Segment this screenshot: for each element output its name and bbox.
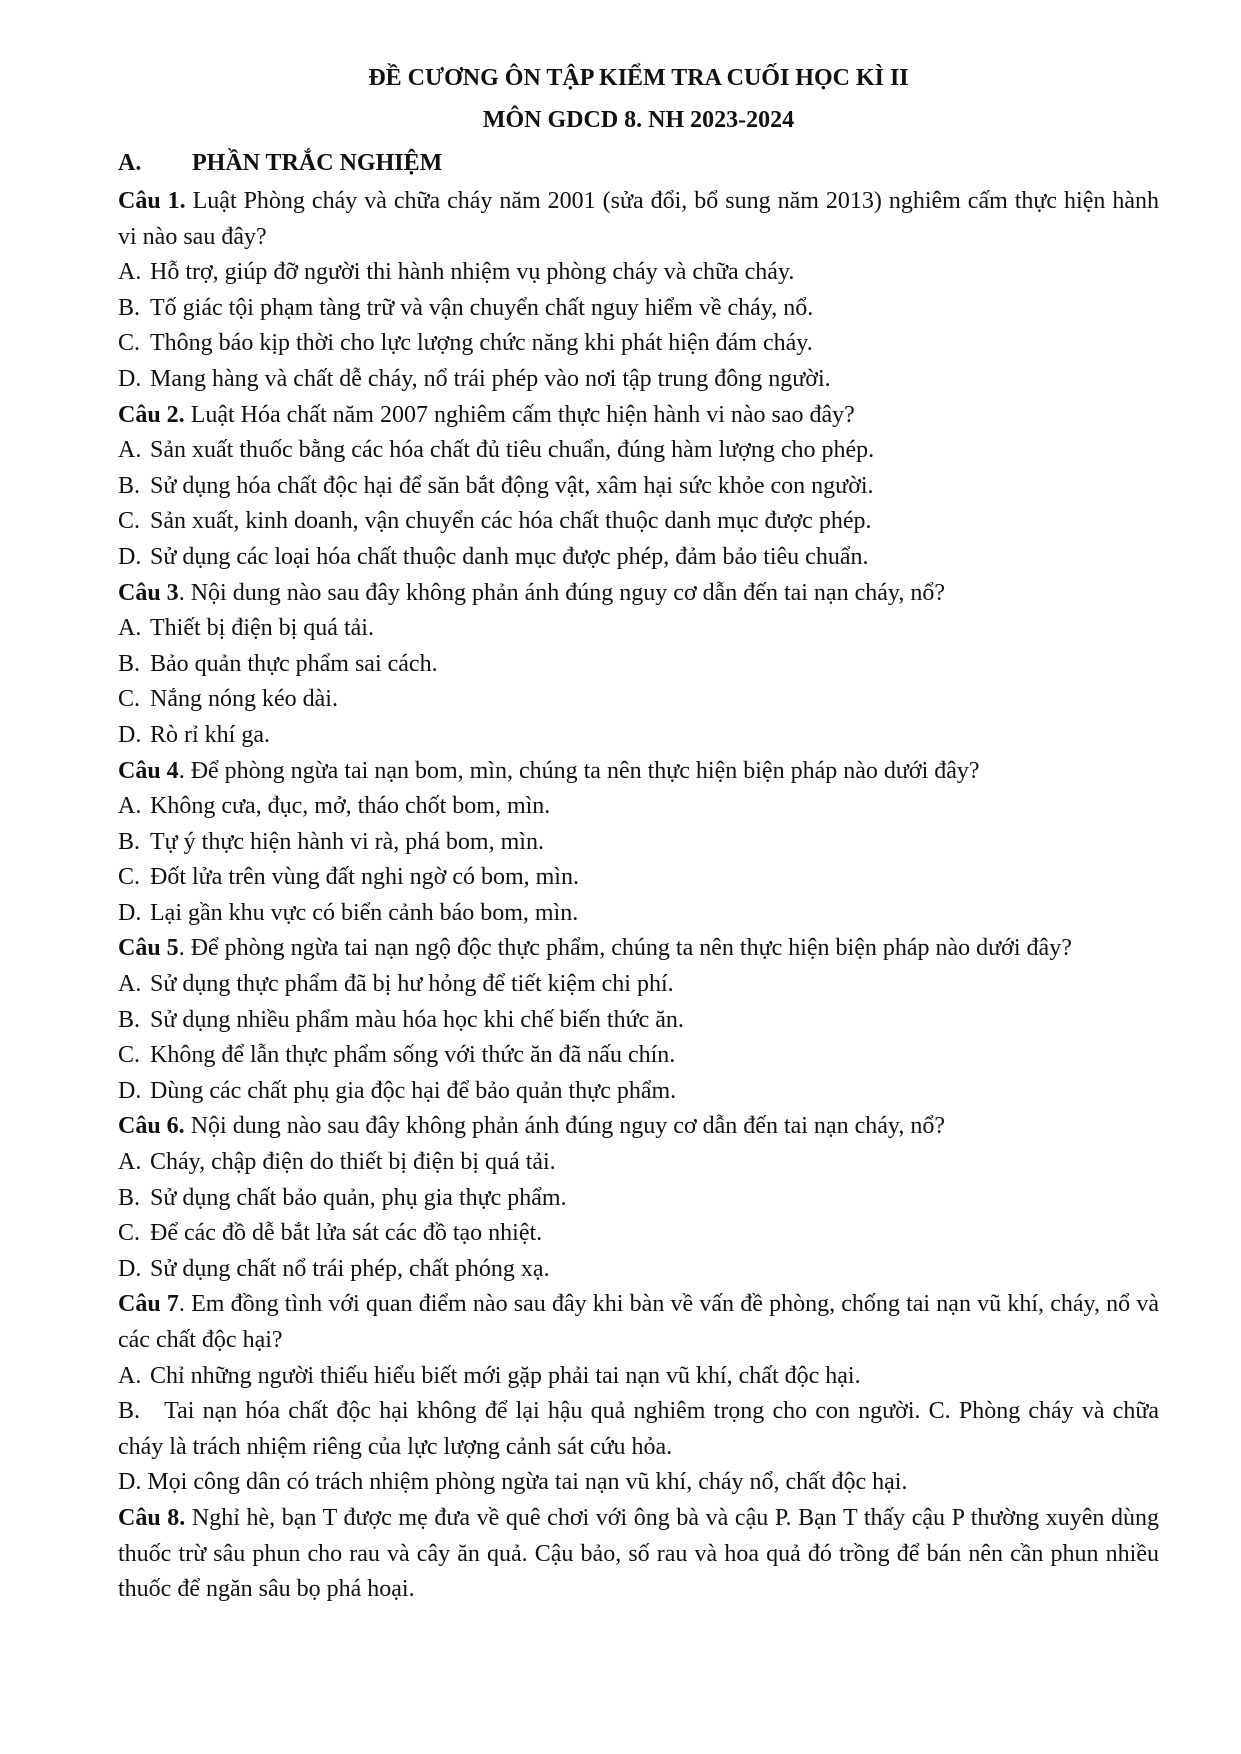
option-text: Sử dụng nhiều phẩm màu hóa học khi chế biến thức ăn. bbox=[150, 1006, 684, 1033]
option-text: Nắng nóng kéo dài. bbox=[150, 686, 338, 713]
answer-option-a bbox=[118, 1359, 1159, 1395]
option-text: Để các đồ dễ bắt lửa sát các đồ tạo nhiệt. bbox=[150, 1220, 543, 1247]
option-letter: D. bbox=[118, 721, 142, 748]
document-subtitle: MÔN GDCD 8. NH 2023-2024 bbox=[482, 107, 795, 133]
option-text: Sử dụng hóa chất độc hại để săn bắt động vật, xâm hại sức khỏe con người. bbox=[150, 472, 874, 499]
option-text: Bảo quản thực phẩm sai cách. bbox=[150, 650, 438, 677]
question-text: . Để phòng ngừa tai nạn ngộ độc thực phẩm, chúng ta nên thực hiện biện pháp nào dưới đây? bbox=[178, 935, 1072, 962]
answer-option-a bbox=[118, 1145, 1159, 1181]
option-letter: B. bbox=[118, 472, 141, 499]
answer-option-c bbox=[118, 860, 1159, 896]
question-text: . Để phòng ngừa tai nạn bom, mìn, chúng ta nên thực hiện biện pháp nào dưới đây? bbox=[178, 757, 980, 784]
answer-option-d bbox=[118, 1252, 1159, 1288]
question-label: Câu 5 bbox=[118, 935, 179, 962]
answer-option-b bbox=[118, 1181, 1159, 1217]
option-letter: A. bbox=[118, 437, 142, 464]
question-text: . Em đồng tình với quan điểm nào sau đây khi bàn về vấn đề phòng, chống tai nạn vũ khí, cháy, nổ và các chất độc hại? bbox=[118, 1291, 1159, 1353]
answer-option-b bbox=[118, 469, 1159, 505]
question-label: Câu 3 bbox=[118, 579, 179, 606]
question-2 bbox=[118, 398, 1159, 576]
option-text: Sản xuất thuốc bằng các hóa chất đủ tiêu chuẩn, đúng hàm lượng cho phép. bbox=[150, 437, 875, 464]
question-label: Câu 8. bbox=[118, 1504, 186, 1531]
question-stem bbox=[118, 754, 1159, 790]
question-8 bbox=[118, 1501, 1159, 1608]
answer-option-c bbox=[118, 326, 1159, 362]
question-stem bbox=[118, 576, 1159, 612]
question-text: . Nội dung nào sau đây không phản ánh đúng nguy cơ dẫn đến tai nạn cháy, nổ? bbox=[178, 579, 945, 606]
option-letter: B. bbox=[118, 650, 141, 677]
option-letter: D. bbox=[118, 899, 142, 926]
answer-option-d: D. Mọi công dân có trách nhiệm phòng ngừa tai nạn vũ khí, cháy nổ, chất độc hại. bbox=[118, 1469, 908, 1496]
option-letter: D. bbox=[118, 1255, 142, 1282]
option-letter: A. bbox=[118, 1149, 142, 1176]
option-letter: A. bbox=[118, 793, 142, 820]
answer-option-bc: B. Tai nạn hóa chất độc hại không để lại hậu quả nghiêm trọng cho con người. C. Phòng cháy và chữa cháy là trách nhiệm riêng của lực lượng cảnh sát cứu hỏa. bbox=[118, 1398, 1165, 1460]
answer-option-b bbox=[118, 647, 1159, 683]
question-5 bbox=[118, 931, 1159, 1109]
answer-option-a bbox=[118, 611, 1159, 647]
answer-option-b bbox=[118, 825, 1159, 861]
option-letter: C. bbox=[118, 330, 141, 357]
question-stem bbox=[118, 1287, 1159, 1358]
question-6 bbox=[118, 1109, 1159, 1287]
answer-option-a bbox=[118, 255, 1159, 291]
question-4 bbox=[118, 754, 1159, 932]
answer-option-a bbox=[118, 789, 1159, 825]
answer-option-c bbox=[118, 1216, 1159, 1252]
answer-option-c bbox=[118, 504, 1159, 540]
answer-option-a bbox=[118, 433, 1159, 469]
document-title: ĐỀ CƯƠNG ÔN TẬP KIỂM TRA CUỐI HỌC KÌ II bbox=[368, 65, 909, 91]
option-letter: D. bbox=[118, 543, 142, 570]
option-letter: C. bbox=[118, 686, 141, 713]
question-label: Câu 7 bbox=[118, 1291, 179, 1318]
option-text: Sử dụng thực phẩm đã bị hư hỏng để tiết kiệm chi phí. bbox=[150, 971, 674, 998]
option-letter: A. bbox=[118, 1362, 142, 1389]
answer-option-b bbox=[118, 1003, 1159, 1039]
option-text: Thiết bị điện bị quá tải. bbox=[150, 615, 374, 642]
option-text: Sử dụng các loại hóa chất thuộc danh mục được phép, đảm bảo tiêu chuẩn. bbox=[150, 543, 869, 570]
option-text: Đốt lửa trên vùng đất nghi ngờ có bom, mìn. bbox=[150, 864, 579, 891]
answer-option-a bbox=[118, 967, 1159, 1003]
option-letter: A. bbox=[118, 615, 142, 642]
option-text: Không cưa, đục, mở, tháo chốt bom, mìn. bbox=[150, 793, 551, 820]
answer-option-d bbox=[118, 718, 1159, 754]
option-text: Sản xuất, kinh doanh, vận chuyển các hóa chất thuộc danh mục được phép. bbox=[150, 508, 872, 535]
option-letter: B. bbox=[118, 828, 141, 855]
option-letter: A. bbox=[118, 259, 142, 286]
option-text: Lại gần khu vực có biển cảnh báo bom, mìn. bbox=[150, 899, 579, 926]
option-text: Mang hàng và chất dễ cháy, nổ trái phép vào nơi tập trung đông người. bbox=[150, 365, 831, 392]
option-text: Rò rỉ khí ga. bbox=[150, 721, 270, 748]
option-text: Hỗ trợ, giúp đỡ người thi hành nhiệm vụ phòng cháy và chữa cháy. bbox=[150, 259, 795, 286]
answer-option-d bbox=[118, 362, 1159, 398]
option-text: Sử dụng chất nổ trái phép, chất phóng xạ. bbox=[150, 1255, 550, 1282]
option-letter: C. bbox=[118, 508, 141, 535]
option-text: Chỉ những người thiếu hiểu biết mới gặp phải tai nạn vũ khí, chất độc hại. bbox=[150, 1362, 861, 1389]
question-stem bbox=[118, 398, 1159, 434]
question-3 bbox=[118, 576, 1159, 754]
question-label: Câu 6. bbox=[118, 1113, 185, 1140]
question-stem bbox=[118, 184, 1159, 255]
option-text: Tố giác tội phạm tàng trữ và vận chuyển chất nguy hiểm về cháy, nổ. bbox=[150, 294, 814, 321]
question-1 bbox=[118, 184, 1159, 398]
option-letter: D. bbox=[118, 365, 142, 392]
question-label: Câu 2. bbox=[118, 401, 185, 428]
option-letter: C. bbox=[118, 864, 141, 891]
option-text: Dùng các chất phụ gia độc hại để bảo quản thực phẩm. bbox=[150, 1077, 677, 1104]
answer-option-b bbox=[118, 291, 1159, 327]
section-name: PHẦN TRẮC NGHIỆM bbox=[192, 150, 443, 176]
option-letter: B. bbox=[118, 294, 141, 321]
option-letter: B. bbox=[118, 1006, 141, 1033]
option-text: Không để lẫn thực phẩm sống với thức ăn đã nấu chín. bbox=[150, 1042, 676, 1069]
answer-option-c bbox=[118, 1038, 1159, 1074]
option-letter: C. bbox=[118, 1220, 141, 1247]
question-text: Nghỉ hè, bạn T được mẹ đưa về quê chơi với ông bà và cậu P. Bạn T thấy cậu P thường xuyên dùng thuốc trừ sâu phun cho rau và cây ăn quả. Cậu bảo, số rau và hoa quả đó trồng để bán nên cần phun nhiều thuốc để ngăn sâu bọ phá hoại. bbox=[118, 1504, 1159, 1603]
option-letter: B. bbox=[118, 1184, 141, 1211]
question-text: Luật Hóa chất năm 2007 nghiêm cấm thực hiện hành vi nào sao đây? bbox=[184, 401, 855, 428]
option-letter: A. bbox=[118, 971, 142, 998]
question-text: Nội dung nào sau đây không phản ánh đúng nguy cơ dẫn đến tai nạn cháy, nổ? bbox=[184, 1113, 945, 1140]
section-heading bbox=[118, 142, 1159, 184]
option-letter: C. bbox=[118, 1042, 141, 1069]
question-label: Câu 4 bbox=[118, 757, 179, 784]
option-text: Tự ý thực hiện hành vi rà, phá bom, mìn. bbox=[150, 828, 544, 855]
option-letter: D. bbox=[118, 1077, 142, 1104]
question-label: Câu 1. bbox=[118, 188, 186, 214]
option-text: Sử dụng chất bảo quản, phụ gia thực phẩm. bbox=[150, 1184, 567, 1211]
question-7 bbox=[118, 1287, 1165, 1501]
question-stem bbox=[118, 1109, 1159, 1145]
answer-option-d bbox=[118, 540, 1159, 576]
answer-option-c bbox=[118, 682, 1159, 718]
question-text: Luật Phòng cháy và chữa cháy năm 2001 (sửa đổi, bổ sung năm 2013) nghiêm cấm thực hiện hành vi nào sau đây? bbox=[118, 188, 1159, 250]
answer-option-d bbox=[118, 896, 1159, 932]
option-text: Cháy, chập điện do thiết bị điện bị quá tải. bbox=[150, 1149, 556, 1176]
option-text: Thông báo kịp thời cho lực lượng chức năng khi phát hiện đám cháy. bbox=[150, 330, 813, 357]
question-stem bbox=[118, 1501, 1159, 1608]
question-stem bbox=[118, 931, 1159, 967]
answer-option-d bbox=[118, 1074, 1159, 1110]
section-letter: A. bbox=[118, 150, 142, 176]
